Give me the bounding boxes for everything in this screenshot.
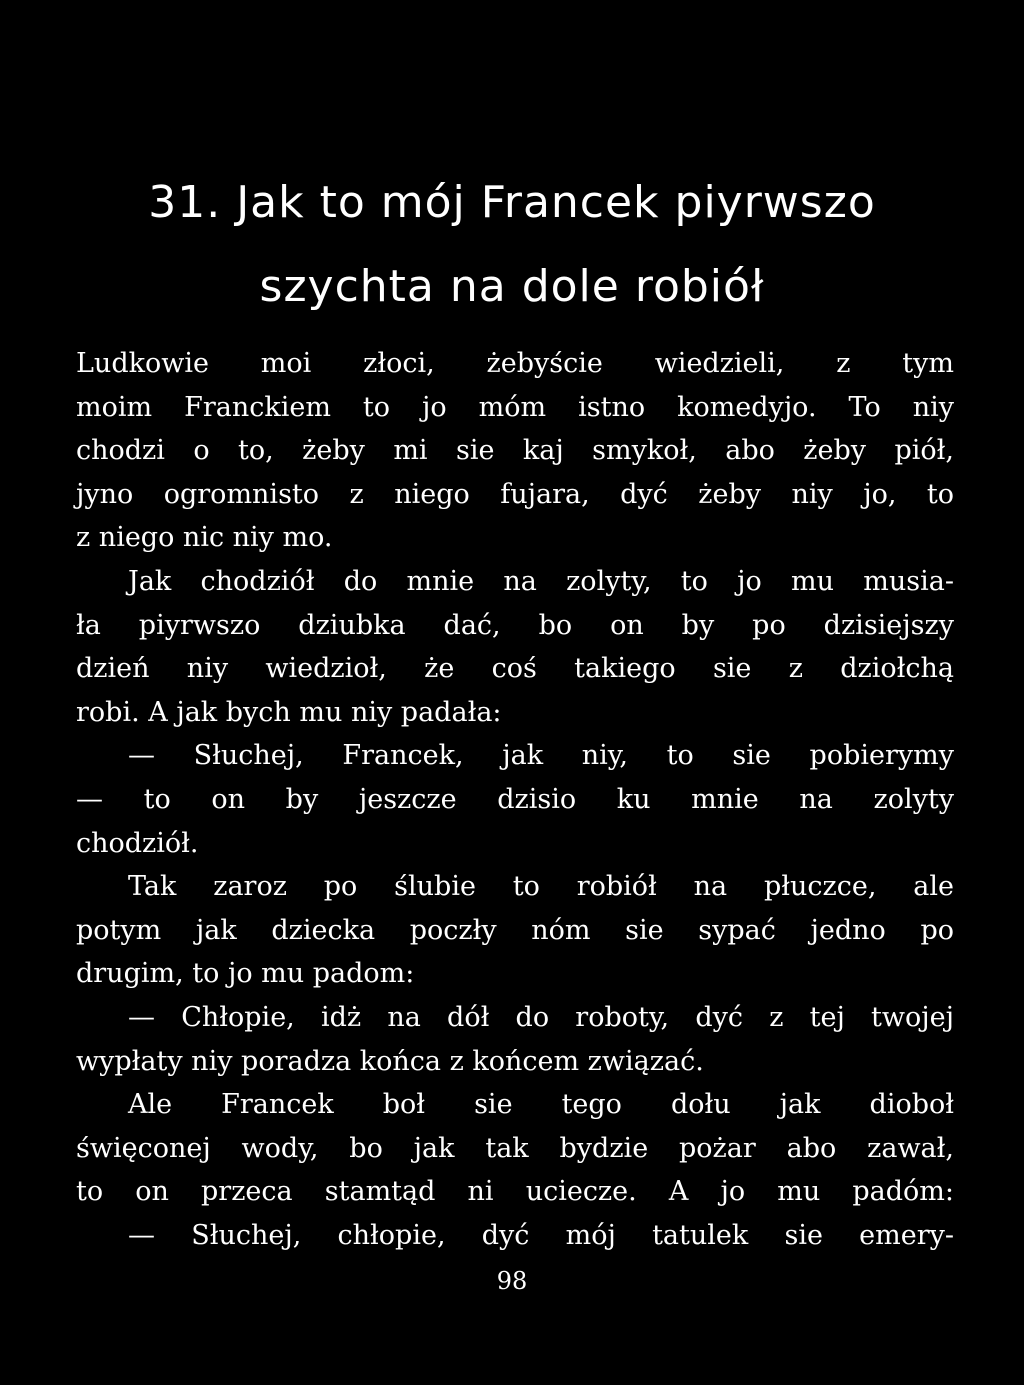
text-line: jyno ogromnisto z niego fujara, dyć żeby niy jo, to [76,478,954,510]
text-line: — Słuchej, chłopie, dyć mój tatulek sie emery- [128,1219,954,1251]
text-line: z niego nic niy mo. [76,522,333,554]
text-line: chodzi o to, żeby mi sie kaj smykoł, abo żeby piół, [76,435,954,467]
text-line: Tak zaroz po ślubie to robiół na płuczce, ale [128,871,954,903]
text-line: Ludkowie moi złoci, żebyście wiedzieli, z tym [76,348,954,379]
text-line: dzień niy wiedzioł, że coś takiego sie z dziołchą [76,653,954,685]
text-line: wypłaty niy poradza końca z końcem związać. [76,1045,704,1077]
text-line: święconej wody, bo jak tak bydzie pożar abo zawał, [76,1132,954,1164]
text-line: — Słuchej, Francek, jak niy, to sie pobierymy [128,740,954,772]
text-line: Jak chodziół do mnie na zolyty, to jo mu musia- [128,565,954,597]
text-line: ła piyrwszo dziubka dać, bo on by po dzisiejszy [76,609,954,641]
text-line: chodziół. [76,827,199,859]
chapter-title-line-1: 31. Jak to mój Francek piyrwszo [148,177,876,228]
text-line: moim Franckiem to jo móm istno komedyjo. To niy [76,391,954,423]
chapter-title-line-2: szychta na dole robiół [259,261,765,312]
text-line: drugim, to jo mu padom: [76,958,415,990]
body-text [76,342,954,1257]
page-number: 98 [496,1267,528,1295]
text-line: — Chłopie, idż na dół do roboty, dyć z tej twojej [128,1001,954,1033]
text-line: robi. A jak bych mu niy padała: [76,696,502,728]
text-line: to on przeca stamtąd ni uciecze. A jo mu padóm: [76,1176,954,1208]
text-line: potym jak dziecka poczły nóm sie sypać jedno po [76,914,954,946]
text-line: — to on by jeszcze dzisio ku mnie na zolyty [76,783,954,815]
text-line: Ale Francek boł sie tego dołu jak dioboł [128,1089,954,1121]
